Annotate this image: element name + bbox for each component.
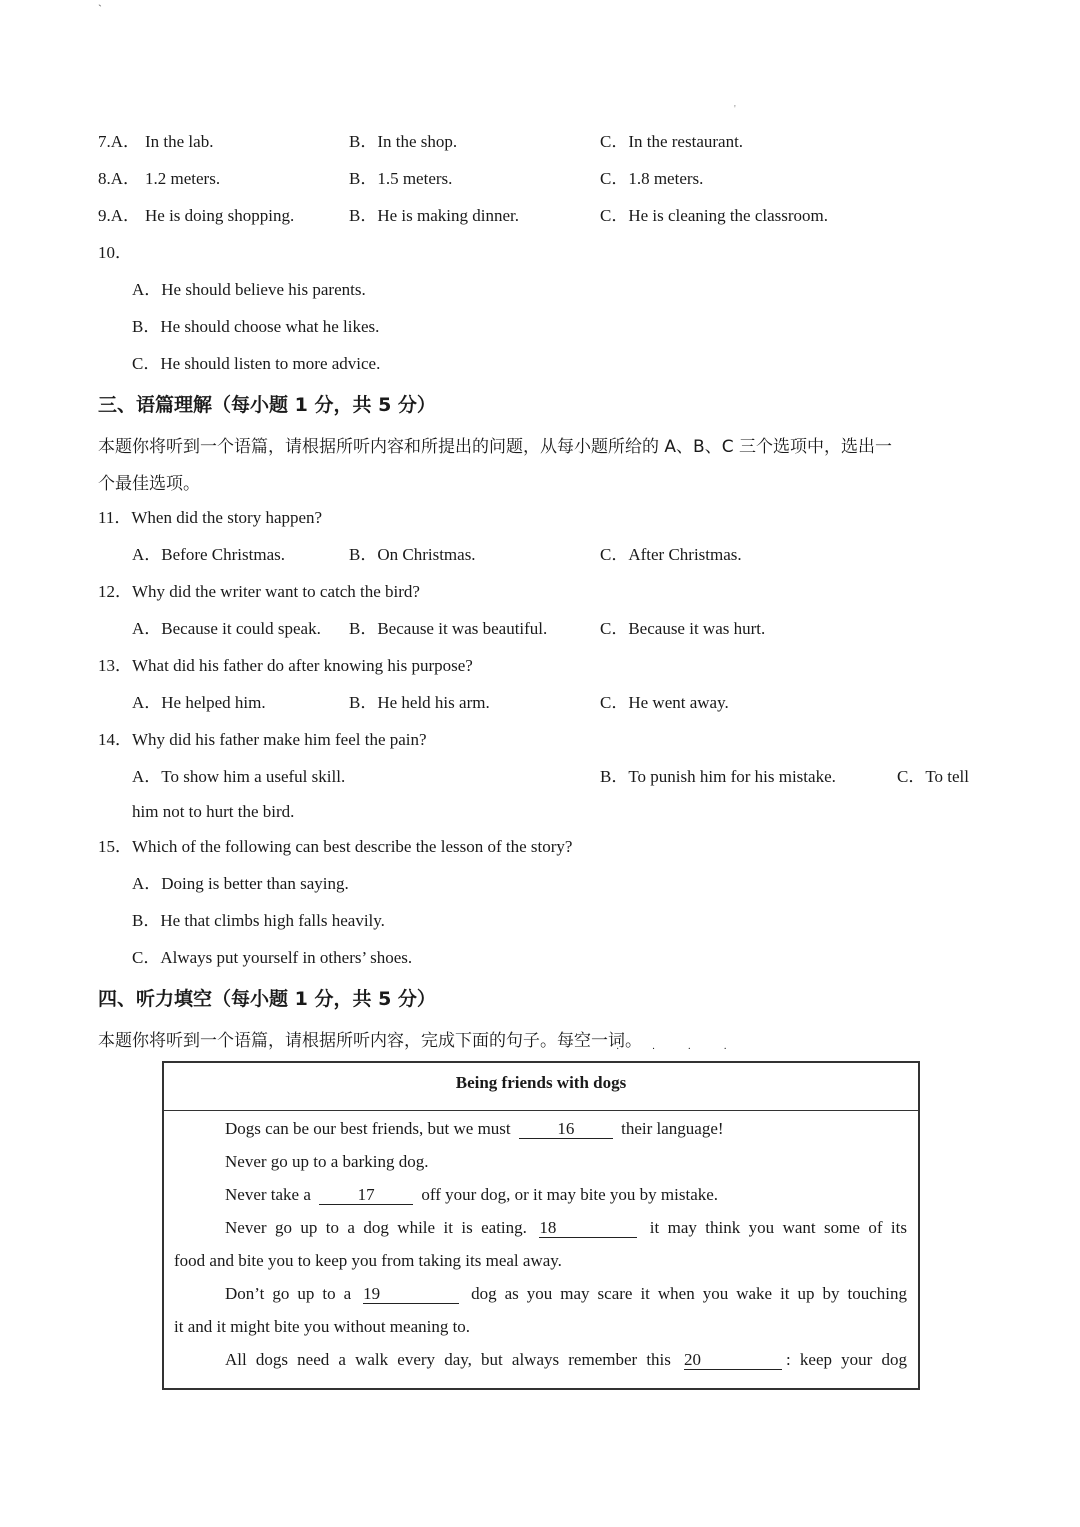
- passage-text: Never go up to a dog while it is eating.: [225, 1218, 527, 1237]
- q9-option-c: C．He is cleaning the classroom.: [600, 206, 829, 225]
- q10-option-a: A．He should believe his parents.: [132, 280, 366, 299]
- q11-option-a: A．Before Christmas.: [132, 545, 285, 564]
- section3-heading: 三、语篇理解（每小题 1 分，共 5 分）: [98, 394, 436, 416]
- passage-line-8: [225, 1350, 907, 1370]
- blank-19[interactable]: 19: [363, 1285, 459, 1304]
- q8-number: 8.A．: [98, 169, 141, 188]
- section4-heading: 四、听力填空（每小题 1 分，共 5 分）: [98, 988, 436, 1010]
- passage-text: Don’t go up to a: [225, 1284, 352, 1303]
- passage-text: dog as you may scare it when you wake it up by touching: [471, 1284, 908, 1303]
- q10-number: 10．: [98, 243, 132, 262]
- q7-option-a: In the lab.: [145, 132, 214, 151]
- section4-instruction: 本题你将听到一个语篇，请根据所听内容，完成下面的句子。每空一词。: [98, 1031, 642, 1051]
- q14-option-b: B．To punish him for his mistake.: [600, 767, 836, 786]
- blank-16[interactable]: 16: [519, 1120, 613, 1139]
- passage-title: Being friends with dogs: [164, 1063, 918, 1111]
- q15-stem: 15．Which of the following can best describe the lesson of the story?: [98, 837, 573, 856]
- q13-option-a: A．He helped him.: [132, 693, 266, 712]
- passage-text: Dogs can be our best friends, but we must: [225, 1119, 511, 1138]
- section3-instruction-line1: 本题你将听到一个语篇，请根据所听内容和所提出的问题，从每小题所给的 A、B、C 三个选项中，选出一: [98, 437, 892, 457]
- q14-option-c: C．To tell: [897, 767, 970, 786]
- q10-option-c: C．He should listen to more advice.: [132, 354, 381, 373]
- q15-option-a: A．Doing is better than saying.: [132, 874, 349, 893]
- passage-line-5: food and bite you to keep you from taking its meal away.: [174, 1251, 562, 1270]
- blank-18[interactable]: 18: [539, 1219, 637, 1238]
- q12-option-c: C．Because it was hurt.: [600, 619, 766, 638]
- q11-stem: 11．When did the story happen?: [98, 508, 323, 527]
- q8-option-a: 1.2 meters.: [145, 169, 221, 188]
- q12-stem: 12．Why did the writer want to catch the bird?: [98, 582, 420, 601]
- q9-number: 9.A．: [98, 206, 141, 225]
- passage-box: [162, 1061, 920, 1390]
- passage-line-6: [225, 1284, 907, 1304]
- q8-option-c: C．1.8 meters.: [600, 169, 704, 188]
- passage-text: : keep your dog: [786, 1350, 907, 1369]
- q8-option-b: B．1.5 meters.: [349, 169, 453, 188]
- section3-instruction-line2: 个最佳选项。: [98, 474, 200, 494]
- passage-line-7: it and it might bite you without meaning to.: [174, 1317, 471, 1336]
- q9-option-b: B．He is making dinner.: [349, 206, 519, 225]
- blank-17[interactable]: 17: [319, 1186, 413, 1205]
- q7-option-b: B．In the shop.: [349, 132, 458, 151]
- q9-option-a: He is doing shopping.: [145, 206, 295, 225]
- passage-line-3: [225, 1185, 718, 1205]
- q14-option-a: A．To show him a useful skill.: [132, 767, 346, 786]
- passage-text: off your dog, or it may bite you by mistake.: [421, 1185, 719, 1204]
- passage-line-2: Never go up to a barking dog.: [225, 1152, 429, 1171]
- passage-line-1: [225, 1119, 724, 1139]
- passage-text: Never take a: [225, 1185, 311, 1204]
- q11-option-c: C．After Christmas.: [600, 545, 742, 564]
- q14-option-c-continued: him not to hurt the bird.: [132, 802, 295, 821]
- passage-line-4: [225, 1218, 907, 1238]
- passage-text: it may think you want some of its: [649, 1218, 907, 1237]
- q14-stem: 14．Why did his father make him feel the pain?: [98, 730, 427, 749]
- passage-text: All dogs need a walk every day, but always remember this: [225, 1350, 671, 1369]
- q13-option-b: B．He held his arm.: [349, 693, 490, 712]
- q12-option-b: B．Because it was beautiful.: [349, 619, 548, 638]
- stray-mark: ': [734, 104, 736, 115]
- q7-option-c: C．In the restaurant.: [600, 132, 744, 151]
- q10-option-b: B．He should choose what he likes.: [132, 317, 380, 336]
- emphasis-dots: · · · ·: [616, 1044, 742, 1055]
- q7-number: 7.A．: [98, 132, 141, 151]
- passage-text: their language!: [621, 1119, 724, 1138]
- q13-stem: 13．What did his father do after knowing his purpose?: [98, 656, 473, 675]
- q12-option-a: A．Because it could speak.: [132, 619, 321, 638]
- q11-option-b: B．On Christmas.: [349, 545, 476, 564]
- q15-option-c: C．Always put yourself in others’ shoes.: [132, 948, 413, 967]
- q13-option-c: C．He went away.: [600, 693, 729, 712]
- blank-20[interactable]: 20: [684, 1351, 782, 1370]
- q15-option-b: B．He that climbs high falls heavily.: [132, 911, 385, 930]
- stray-mark: `: [98, 2, 102, 16]
